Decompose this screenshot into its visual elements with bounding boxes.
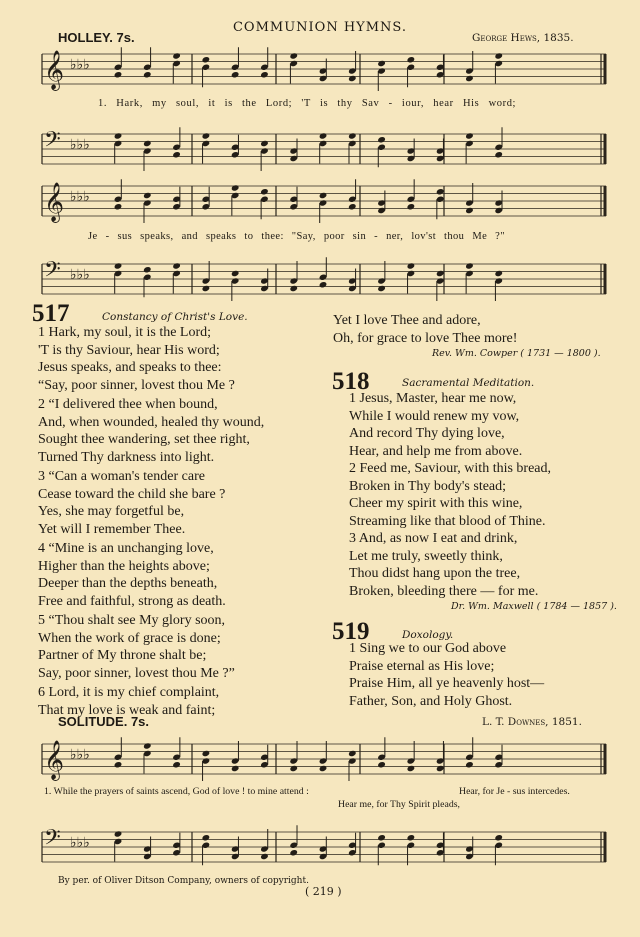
holley-bass-staff-2 <box>38 258 608 302</box>
verse-line: And record Thy dying love, <box>349 426 505 441</box>
verse-line: Free and faithful, strong as death. <box>38 593 226 609</box>
verse-line: Cheer my spirit with this wine, <box>349 496 523 511</box>
holley-bass-staff-1 <box>38 128 608 172</box>
verse-line: When the work of grace is done; <box>38 630 221 646</box>
hymn-517-continuation <box>333 312 517 347</box>
verse-line: Cease toward the child she bare ? <box>38 486 226 502</box>
verse-line: Thou didst hang upon the tree, <box>349 566 521 581</box>
solitude-lyric-line-1a: 1. While the prayers of saints ascend, God of love ! to mine attend : <box>44 786 309 797</box>
svg-text:♭♭♭: ♭♭♭ <box>70 267 90 283</box>
svg-text:𝄢: 𝄢 <box>44 127 61 158</box>
svg-text:𝄞: 𝄞 <box>44 182 65 222</box>
verse-line: “Say, poor sinner, lovest thou Me ? <box>38 377 235 393</box>
verse-line: 3 And, as now I eat and drink, <box>349 531 518 546</box>
solitude-treble-staff <box>38 738 608 782</box>
verse-line: Praise Him, all ye heavenly host— <box>349 676 545 691</box>
hymn-518-author: Dr. Wm. Maxwell ( 1784 — 1857 ). <box>451 601 617 612</box>
verse-line: Deeper than the depths beneath, <box>38 576 218 591</box>
verse-line: Broken in Thy body's stead; <box>349 478 507 494</box>
verse-line: Sought thee wandering, set thee right, <box>38 432 250 447</box>
holley-treble-staff-1 <box>38 48 608 92</box>
hymn-518-verses <box>349 390 551 600</box>
composer-solitude: L. T. Downes, 1851. <box>482 716 582 728</box>
verse-line: And, when wounded, healed thy wound, <box>38 414 265 430</box>
permission-note: By per. of Oliver Ditson Company, owners of copyright. <box>58 876 309 886</box>
hymn-number-519: 519 <box>332 618 370 645</box>
verse-line: 6 Lord, it is my chief complaint, <box>38 685 220 700</box>
svg-text:♭♭♭: ♭♭♭ <box>70 835 90 851</box>
svg-text:♭♭♭: ♭♭♭ <box>70 189 90 205</box>
hymn-number-517: 517 <box>32 300 70 327</box>
holley-lyric-line-1: 1. Hark, my soul, it is the Lord; 'T is thy Sav - iour, hear His word; <box>98 98 517 109</box>
holley-lyric-line-2: Je - sus speaks, and speaks to thee: "Say, poor sin - ner, lov'st thou Me ?" <box>88 231 505 242</box>
verse-line: 5 “Thou shalt see My glory soon, <box>38 613 226 628</box>
tune-name-holley: HOLLEY. 7s. <box>58 30 135 45</box>
svg-text:𝄞: 𝄞 <box>44 740 65 780</box>
verse-line: While I would renew my vow, <box>349 408 520 424</box>
hymn-517-verses <box>38 324 264 719</box>
solitude-lyric-line-1b: Hear, for Je - sus intercedes. <box>459 786 570 797</box>
page-number: ( 219 ) <box>305 885 342 898</box>
verse-line: Higher than the heights above; <box>38 558 210 574</box>
verse-line: Praise eternal as His love; <box>349 658 495 674</box>
hymn-517-author: Rev. Wm. Cowper ( 1731 — 1800 ). <box>432 348 601 359</box>
hymn-title-517: Constancy of Christ's Love. <box>102 311 248 323</box>
verse-line: Father, Son, and Holy Ghost. <box>349 693 513 709</box>
verse-line: 4 “Mine is an unchanging love, <box>38 541 214 556</box>
verse-line: Oh, for grace to love Thee more! <box>333 330 518 346</box>
svg-text:𝄢: 𝄢 <box>44 257 61 288</box>
verse-line: Say, poor sinner, lovest thou Me ?” <box>38 665 235 681</box>
verse-line: Broken, bleeding there — for me. <box>349 583 539 599</box>
verse-line: Hear, and help me from above. <box>349 443 523 459</box>
verse-line: 1 Hark, my soul, it is the Lord; <box>38 325 212 340</box>
verse-line: Turned Thy darkness into light. <box>38 449 215 465</box>
solitude-bass-staff <box>38 826 608 870</box>
verse-line: Streaming like that blood of Thine. <box>349 513 546 529</box>
verse-line: 'T is thy Saviour, hear His word; <box>38 342 220 358</box>
page-header: COMMUNION HYMNS. <box>232 20 408 35</box>
verse-line: 1 Jesus, Master, hear me now, <box>349 391 517 406</box>
svg-text:𝄢: 𝄢 <box>44 825 61 856</box>
solitude-lyric-line-2: Hear me, for Thy Spirit pleads, <box>338 799 460 810</box>
svg-text:♭♭♭: ♭♭♭ <box>70 57 90 73</box>
verse-line: Yet will I remember Thee. <box>38 521 186 537</box>
verse-line: Yes, she may forgetful be, <box>38 504 185 519</box>
hymn-title-518: Sacramental Meditation. <box>402 377 535 389</box>
verse-line: 1 Sing we to our God above <box>349 641 507 656</box>
svg-text:♭♭♭: ♭♭♭ <box>70 747 90 763</box>
composer-holley: George Hews, 1835. <box>472 32 574 44</box>
verse-line: 2 “I delivered thee when bound, <box>38 397 218 412</box>
verse-line: Jesus speaks, and speaks to thee: <box>38 360 222 375</box>
verse-line: That my love is weak and faint; <box>38 702 216 718</box>
holley-treble-staff-2 <box>38 180 608 224</box>
hymn-number-518: 518 <box>332 368 370 395</box>
tune-name-solitude: SOLITUDE. 7s. <box>58 714 150 729</box>
verse-line: Let me truly, sweetly think, <box>349 548 503 564</box>
hymn-title-519: Doxology. <box>402 629 454 641</box>
verse-line: 3 “Can a woman's tender care <box>38 469 205 484</box>
hymn-519-verses <box>349 640 544 710</box>
verse-line: Partner of My throne shalt be; <box>38 648 207 663</box>
verse-line: 2 Feed me, Saviour, with this bread, <box>349 461 552 476</box>
svg-text:𝄞: 𝄞 <box>44 50 65 90</box>
svg-text:♭♭♭: ♭♭♭ <box>70 137 90 153</box>
verse-line: Yet I love Thee and adore, <box>333 313 481 328</box>
